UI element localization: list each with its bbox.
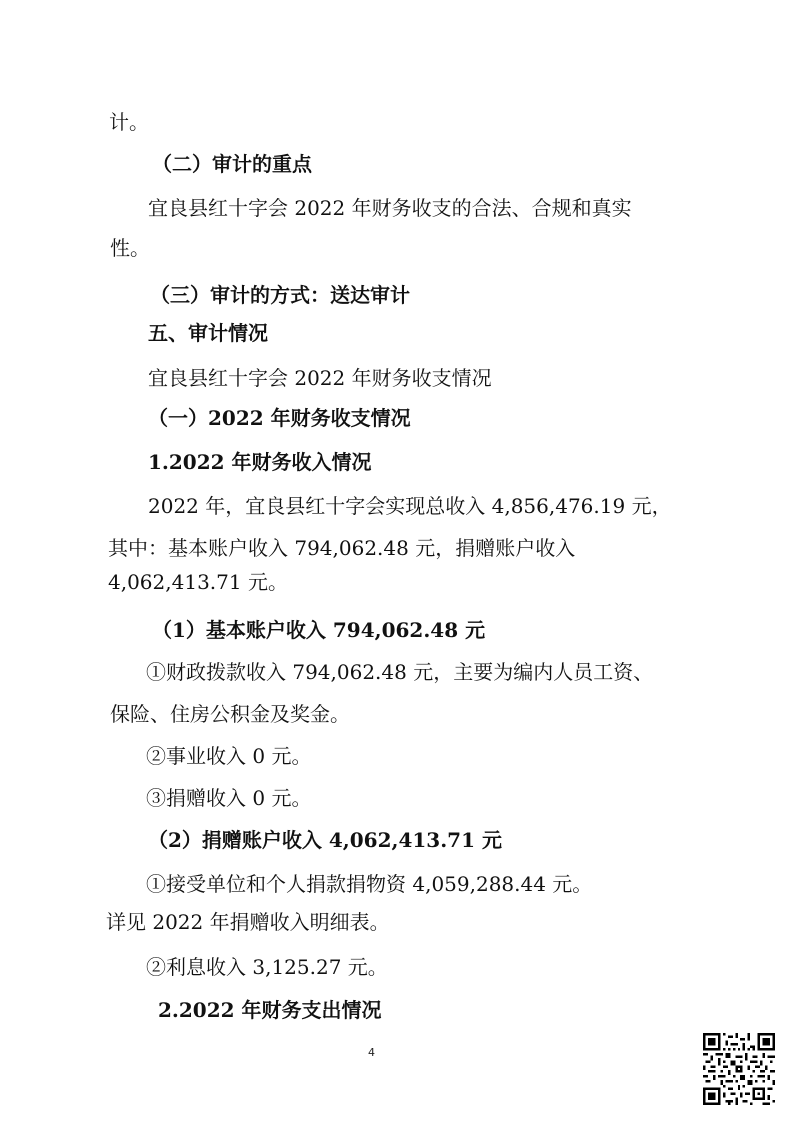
section-heading: 1.2022 年财务收入情况 [148, 450, 372, 474]
qr-code-icon [703, 1033, 775, 1105]
section-heading: （一）2022 年财务收支情况 [148, 406, 411, 430]
text-line: 性。 [110, 236, 150, 260]
text-line: ③捐赠收入 0 元。 [146, 786, 312, 810]
text-line: ②事业收入 0 元。 [146, 744, 312, 768]
section-heading: （二）审计的重点 [152, 152, 312, 176]
text-line: 详见 2022 年捐赠收入明细表。 [106, 910, 390, 934]
section-heading: （2）捐赠账户收入 4,062,413.71 元 [148, 828, 502, 852]
text-line: 2022 年，宜良县红十字会实现总收入 4,856,476.19 元， [148, 494, 672, 518]
text-line: 计。 [109, 110, 149, 134]
text-line: 其中：基本账户收入 794,062.48 元，捐赠账户收入 [108, 536, 576, 560]
section-heading: （1）基本账户收入 794,062.48 元 [152, 618, 486, 642]
text-line: ②利息收入 3,125.27 元。 [146, 955, 388, 979]
text-line: ①财政拨款收入 794,062.48 元，主要为编内人员工资、 [146, 660, 654, 684]
section-heading: 五、审计情况 [148, 321, 268, 345]
section-heading: 2.2022 年财务支出情况 [158, 998, 382, 1022]
page-number: 4 [368, 1046, 375, 1059]
text-line: 宜良县红十字会 2022 年财务收支的合法、合规和真实 [148, 196, 632, 220]
section-heading: （三）审计的方式：送达审计 [150, 283, 410, 307]
text-line: ①接受单位和个人捐款捐物资 4,059,288.44 元。 [146, 872, 593, 896]
text-line: 宜良县红十字会 2022 年财务收支情况 [148, 366, 492, 390]
text-line: 保险、住房公积金及奖金。 [110, 702, 350, 726]
text-line: 4,062,413.71 元。 [108, 570, 288, 594]
